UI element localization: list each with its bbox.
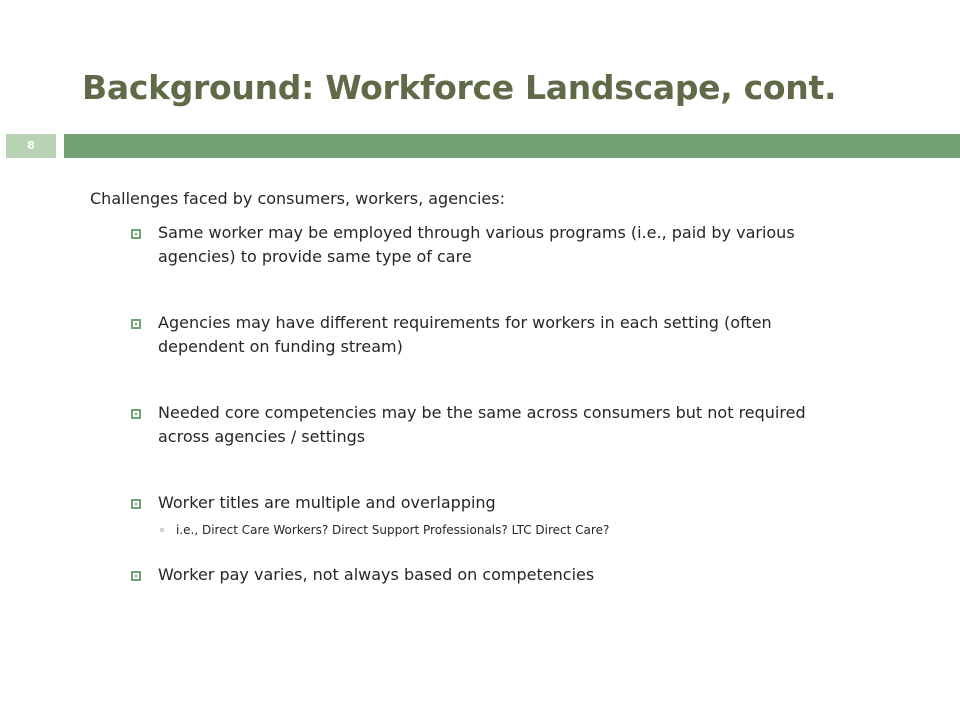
slide-title: Background: Workforce Landscape, cont. (82, 68, 837, 107)
sub-bullet-text: i.e., Direct Care Workers? Direct Support Professionals? LTC Direct Care? (176, 523, 610, 537)
small-square-bullet-icon (160, 528, 164, 532)
slide-content (90, 187, 850, 629)
square-bullet-icon (131, 499, 141, 509)
square-bullet-icon (131, 409, 141, 419)
bullet-item (90, 563, 850, 587)
square-bullet-icon (131, 319, 141, 329)
bullet-text: Same worker may be employed through various programs (i.e., paid by various agencies) to provide same type of care (158, 223, 795, 266)
bullet-item (90, 401, 850, 449)
page-number: 8 (6, 134, 56, 158)
bullet-item (90, 311, 850, 359)
square-bullet-icon (131, 229, 141, 239)
title-accent-bar (64, 134, 960, 158)
intro-text: Challenges faced by consumers, workers, agencies: (90, 189, 505, 208)
bullet-text: Worker pay varies, not always based on competencies (158, 565, 595, 584)
bullet-item (90, 491, 850, 539)
bullet-list (90, 221, 850, 587)
sub-bullet-item (158, 521, 850, 539)
bullet-text: Worker titles are multiple and overlapping (158, 493, 496, 512)
bullet-text: Needed core competencies may be the same across consumers but not required across agencies / settings (158, 403, 806, 446)
sub-bullet-list (158, 521, 850, 539)
square-bullet-icon (131, 571, 141, 581)
bullet-text: Agencies may have different requirements for workers in each setting (often dependent on funding stream) (158, 313, 772, 356)
bullet-item (90, 221, 850, 269)
